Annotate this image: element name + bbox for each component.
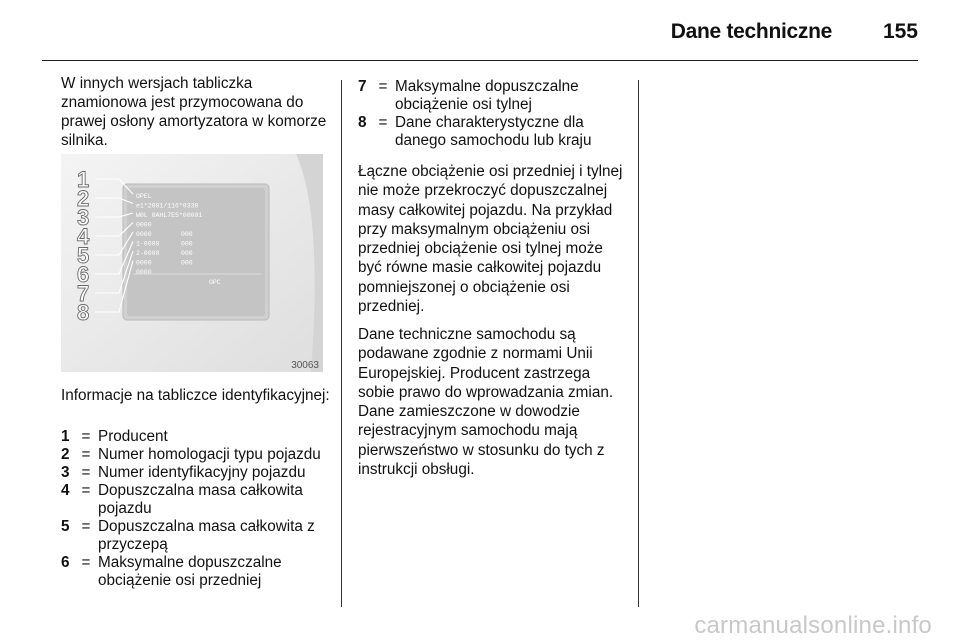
column-divider-left <box>341 80 342 607</box>
legend-text: Maksymalne dopuszczalne obciążenie osi tylnej <box>395 78 579 113</box>
plate-line: e1*2001/116*0338 <box>136 202 199 210</box>
plate-line: 0000 <box>136 231 152 238</box>
legend-item-4 <box>61 482 331 518</box>
plate-value: 000 <box>181 259 193 267</box>
callout-8: 8 <box>77 300 90 325</box>
legend-item-7 <box>358 78 618 114</box>
legend-item-3 <box>61 464 331 482</box>
legend-equals: = <box>378 114 388 131</box>
plate-line: 0000 <box>136 259 152 267</box>
plate-line: 2-0000 <box>136 250 160 257</box>
legend-equals: = <box>378 78 388 95</box>
legend-equals: = <box>81 446 91 463</box>
legend-list-right <box>358 78 618 150</box>
legend-text: Dane charakterystyczne dla danego samochodu lub kraju <box>395 114 592 149</box>
legend-number: 1 <box>61 428 70 445</box>
callout-6: 6 <box>77 262 90 287</box>
legend-number: 2 <box>61 446 70 463</box>
nameplate-figure <box>61 154 323 372</box>
plate-line: 1-0000 <box>136 240 160 248</box>
plate-line: OPEL <box>136 193 152 200</box>
plate-line: W0L 0AHL7E5*00001 <box>136 212 203 219</box>
column-divider-right <box>638 80 639 607</box>
figure-code: 30063 <box>291 360 319 371</box>
legend-item-5 <box>61 518 331 554</box>
legend-item-8 <box>358 114 618 150</box>
legend-text: Maksymalne dopuszczalne obciążenie osi przedniej <box>98 554 282 589</box>
legend-number: 7 <box>358 78 367 95</box>
intro-paragraph: W innych wersjach tabliczka znamionowa jest przymocowana do prawej osłony amortyzatora w komorze silnika. <box>61 75 327 149</box>
legend-intro: Informacje na tabliczce identyfikacyjnej: <box>61 387 330 404</box>
legend-text: Dopuszczalna masa całkowita z przyczepą <box>98 518 315 553</box>
axle-load-paragraph: Łączne obciążenie osi przedniej i tylnej nie może przekroczyć dopuszczalnej masy całkowitej pojazdu. Na przykład przy maksymalnym obciążeniu osi przedniej obciążenie osi tylnej może być równe masie całkowitej pojazdu pomniejszonej o obciążenie osi przedniej. <box>358 163 623 316</box>
legend-text: Numer identyfikacyjny pojazdu <box>98 464 306 481</box>
callout-1: 1 <box>77 167 90 192</box>
plate-line: 0000 <box>136 269 152 276</box>
header-title: Dane techniczne <box>670 20 832 43</box>
nameplate-illustration <box>61 154 323 372</box>
callout-5: 5 <box>77 243 90 268</box>
legend-equals: = <box>81 482 91 499</box>
legend-list-left <box>61 428 331 590</box>
callout-7: 7 <box>77 281 90 306</box>
plate-value: 000 <box>181 231 193 238</box>
plate-value: 000 <box>181 240 193 248</box>
legend-number: 4 <box>61 482 70 499</box>
legend-equals: = <box>81 518 91 535</box>
callout-3: 3 <box>77 205 90 230</box>
legend-text: Dopuszczalna masa całkowita pojazdu <box>98 482 303 517</box>
legend-item-2 <box>61 446 331 464</box>
legend-equals: = <box>81 464 91 481</box>
legend-equals: = <box>81 428 91 445</box>
legend-item-6 <box>61 554 331 590</box>
plate-extra: OPC <box>209 279 221 286</box>
legend-equals: = <box>81 554 91 571</box>
page-number: 155 <box>882 20 918 43</box>
eu-standards-paragraph: Dane techniczne samochodu są podawane zgodnie z normami Unii Europejskiej. Producent zastrzega sobie prawo do wprowadzania zmian. Dane zamieszczone w dowodzie rejestracyjnym samochodu mają pierwszeństwo w stosunku do tych z instrukcji obsługi. <box>358 326 614 479</box>
watermark: carmanualsonline.info <box>694 612 932 639</box>
plate-value: 000 <box>181 250 193 257</box>
legend-number: 6 <box>61 554 70 571</box>
legend-number: 8 <box>358 114 367 131</box>
callout-4: 4 <box>77 224 90 249</box>
callout-2: 2 <box>77 186 90 211</box>
legend-number: 5 <box>61 518 70 535</box>
legend-number: 3 <box>61 464 70 481</box>
plate-line: 0000 <box>136 221 152 229</box>
legend-text: Numer homologacji typu pojazdu <box>98 446 321 463</box>
header-rule <box>42 60 918 61</box>
legend-item-1 <box>61 428 331 446</box>
legend-text: Producent <box>98 428 168 445</box>
